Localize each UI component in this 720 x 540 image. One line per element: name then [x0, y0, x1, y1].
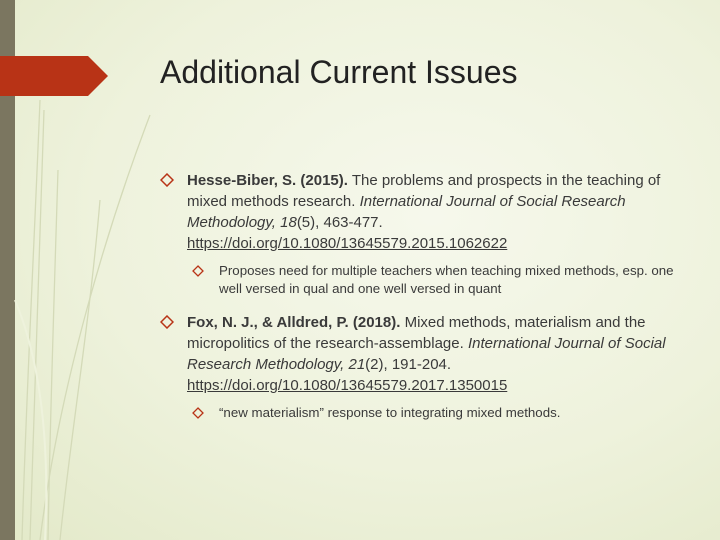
- reference-doi-link[interactable]: https://doi.org/10.1080/13645579.2017.1350015: [187, 377, 508, 394]
- title-accent-tab: [0, 56, 108, 96]
- sub-bullet: [160, 404, 680, 422]
- sub-bullet-text: “new materialism” response to integrating mixed methods.: [219, 405, 561, 420]
- reference-doi-link[interactable]: https://doi.org/10.1080/13645579.2015.1062622: [187, 235, 508, 252]
- reference-item: [160, 312, 680, 396]
- sub-bullet-text: Proposes need for multiple teachers when teaching mixed methods, esp. one well versed in qual and one well versed in quant: [219, 263, 674, 296]
- reference-text: Mixed methods, materialism and the micropolitics of the research-assemblage.: [187, 314, 646, 352]
- reference-issue-pages: (5), 463-477.: [296, 214, 383, 231]
- diamond-bullet-icon: [192, 265, 204, 277]
- slide-title: Additional Current Issues: [160, 54, 518, 90]
- reference-journal: International Journal of Social Research Methodology, 21: [187, 335, 666, 373]
- diamond-bullet-icon: [160, 315, 174, 329]
- diamond-bullet-icon: [160, 173, 174, 187]
- reference-list: [160, 170, 680, 436]
- reference-author: Hesse-Biber, S. (2015).: [187, 172, 348, 189]
- reference-journal: International Journal of Social Research Methodology, 18: [187, 193, 626, 231]
- diamond-bullet-icon: [192, 407, 204, 419]
- sub-bullet: [160, 262, 680, 298]
- reference-item: [160, 170, 680, 254]
- reference-text: The problems and prospects in the teaching of mixed methods research.: [187, 172, 661, 210]
- reference-issue-pages: (2), 191-204.: [365, 356, 452, 373]
- reference-author: Fox, N. J., & Alldred, P. (2018).: [187, 314, 401, 331]
